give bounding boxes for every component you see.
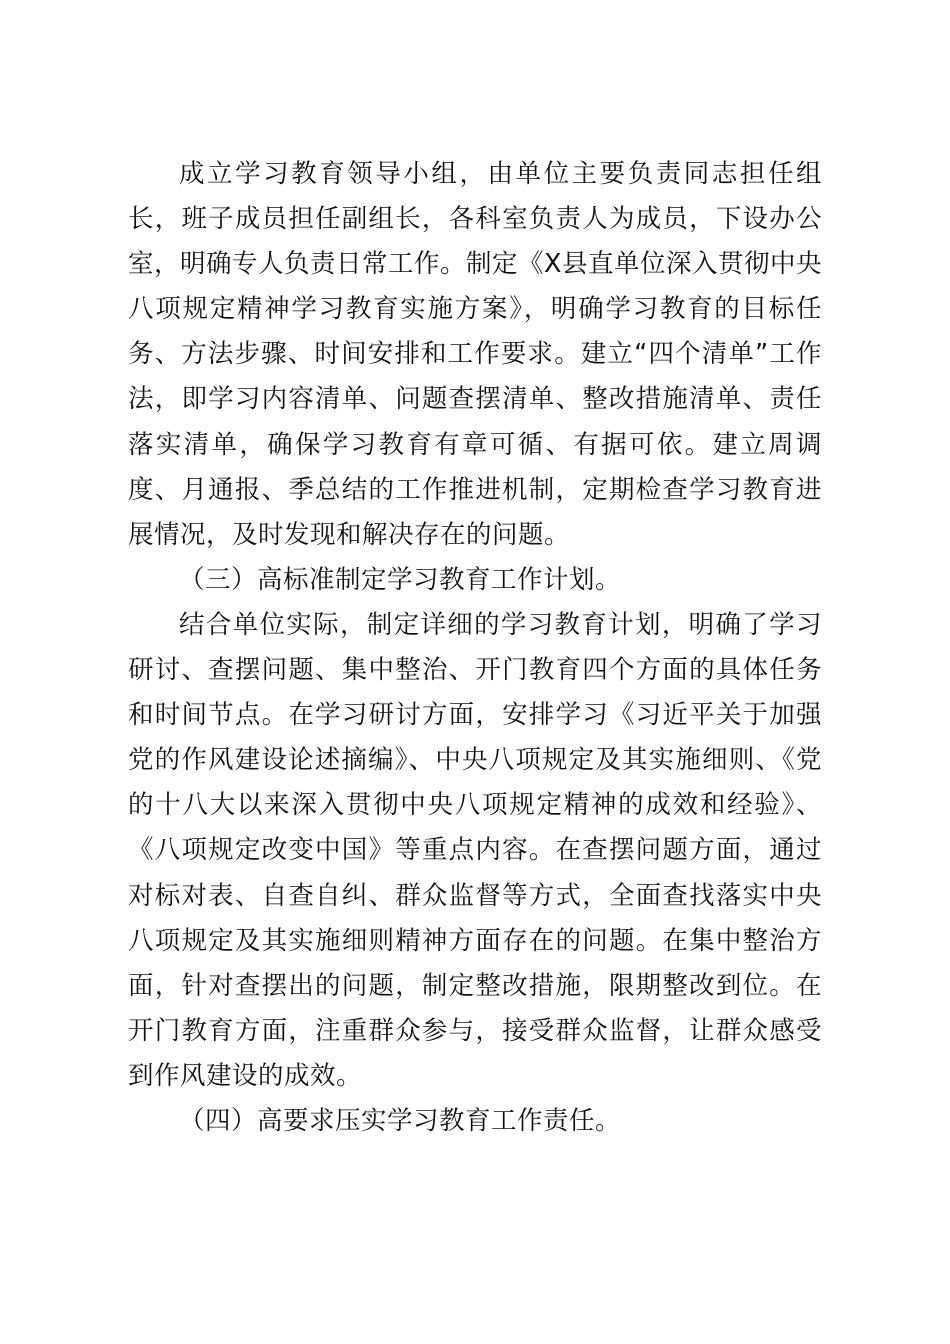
document-body — [128, 152, 822, 1144]
paragraph-leading-group: 成立学习教育领导小组，由单位主要负责同志担任组长，班子成员担任副组长，各科室负责人为成员，下设办公室，明确专人负责日常工作。制定《X县直单位深入贯彻中央八项规定精神学习教育实施方案》，明确学习教育的目标任务、方法步骤、时间安排和工作要求。建立“四个清单”工作法，即学习内容清单、问题查摆清单、整改措施清单、责任落实清单，确保学习教育有章可循、有据可依。建立周调度、月通报、季总结的工作推进机制，定期检查学习教育进展情况，及时发现和解决存在的问题。 — [128, 159, 822, 550]
paragraph-study-plan: 结合单位实际，制定详细的学习教育计划，明确了学习研讨、查摆问题、集中整治、开门教育四个方面的具体任务和时间节点。在学习研讨方面，安排学习《习近平关于加强党的作风建设论述摘编》、中央八项规定及其实施细则、《党的十八大以来深入贯彻中央八项规定精神的成效和经验》、《八项规定改变中国》等重点内容。在查摆问题方面，通过对标对表、自查自纠、群众监督等方式，全面查找落实中央八项规定及其实施细则精神方面存在的问题。在集中整治方面，针对查摆出的问题，制定整改措施，限期整改到位。在开门教育方面，注重群众参与，接受群众监督，让群众感受到作风建设的成效。 — [128, 609, 822, 1091]
section-heading-4: （四）高要求压实学习教育工作责任。 — [179, 1105, 622, 1136]
section-heading-3: （三）高标准制定学习教育工作计划。 — [179, 564, 622, 595]
